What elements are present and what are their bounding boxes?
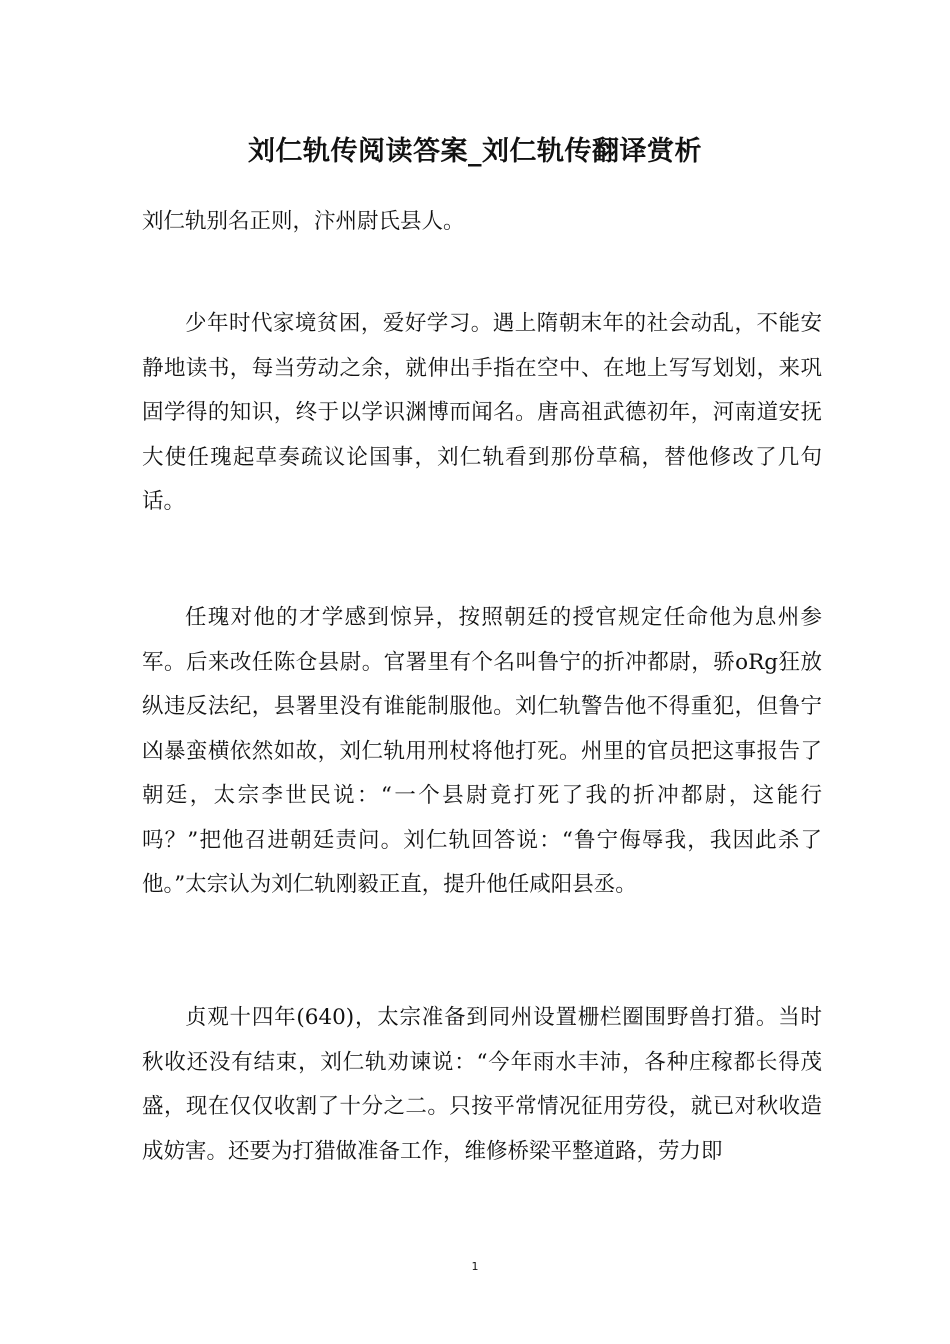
paragraph-official-career: 任瑰对他的才学感到惊异，按照朝廷的授官规定任命他为息州参军。后来改任陈仓县尉。官署里有个名叫鲁宁的折冲都尉，骄oRg狂放纵违反法纪，县署里没有谁能制服他。刘仁轨警告他不得重犯，但鲁宁凶暴蛮横依然如故，刘仁轨用刑杖将他打死。州里的官员把这事报告了朝廷，太宗李世民说：“一个县尉竟打死了我的折冲都尉，这能行吗？”把他召进朝廷责问。刘仁轨回答说：“鲁宁侮辱我，我因此杀了他。”太宗认为刘仁轨刚毅正直，提升他任咸阳县丞。 bbox=[142, 605, 822, 897]
page-number: 1 bbox=[471, 1260, 479, 1273]
paragraph-hunting-remonstrance: 贞观十四年(640)，太宗准备到同州设置栅栏圈围野兽打猎。当时秋收还没有结束，刘仁轨劝谏说：“今年雨水丰沛，各种庄稼都长得茂盛，现在仅仅收割了十分之二。只按平常情况征用劳役，就已对秋收造成妨害。还要为打猎做准备工作，维修桥梁平整道路，劳力即 bbox=[142, 1005, 822, 1164]
paragraph-intro: 刘仁轨别名正则，汴州尉氏县人。 bbox=[142, 209, 465, 234]
paragraph-youth: 少年时代家境贫困，爱好学习。遇上隋朝末年的社会动乱，不能安静地读书，每当劳动之余，就伸出手指在空中、在地上写写划划，来巩固学得的知识，终于以学识渊博而闻名。唐高祖武德初年，河南道安抚大使任瑰起草奏疏议论国事，刘仁轨看到那份草稿，替他修改了几句话。 bbox=[142, 311, 822, 514]
document-title: 刘仁轨传阅读答案_刘仁轨传翻译赏析 bbox=[248, 136, 702, 167]
